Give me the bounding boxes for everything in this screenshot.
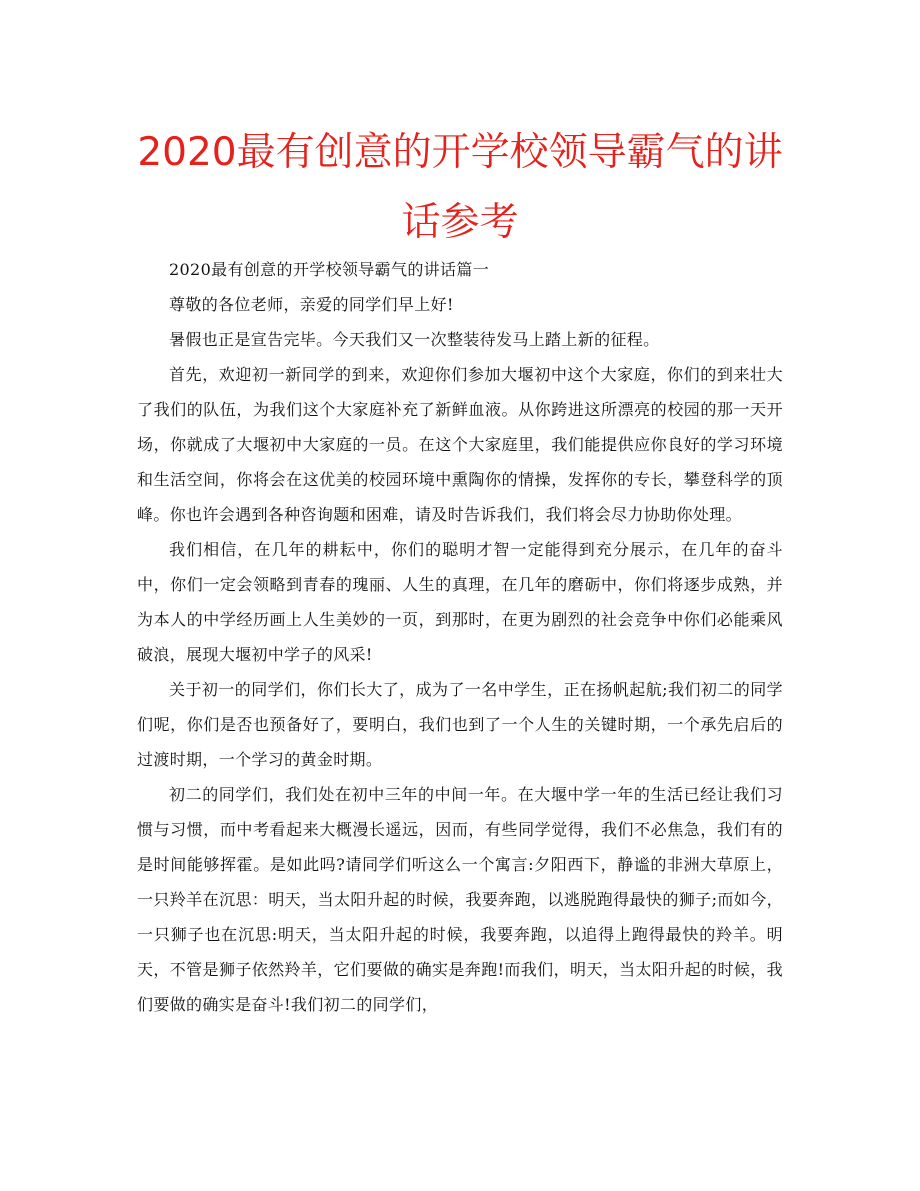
paragraph-grade-two: 初二的同学们，我们处在初中三年的中间一年。在大堰中学一年的生活已经让我们习惯与习惯，而中考看起来大概漫长遥远，因而，有些同学觉得，我们不必焦急，我们有的是时间能够挥霍。是如此吗?请同学们听这么一个寓言:夕阳西下，静谧的非洲大草原上，一只羚羊在沉思：明天，当太阳升起的时候，我要奔跑，以逃脱跑得最快的狮子;而如今，一只狮子也在沉思:明天，当太阳升起的时候，我要奔跑，以追得上跑得最快的羚羊。明天，不管是狮子依然羚羊，它们要做的确实是奔跑!而我们，明天，当太阳升起的时候，我们要做的确实是奋斗!我们初二的同学们，: [137, 785, 783, 1014]
paragraph-welcome: 首先，欢迎初一新同学的到来，欢迎你们参加大堰初中这个大家庭，你们的到来壮大了我们的队伍，为我们这个大家庭补充了新鲜血液。从你跨进这所漂亮的校园的那一天开场，你就成了大堰初中大家庭的一员。在这个大家庭里，我们能提供应你良好的学习环境和生活空间，你将会在这优美的校园环境中熏陶你的情操，发挥你的专长，攀登科学的顶峰。你也许会遇到各种咨询题和困难，请及时告诉我们，我们将会尽力协助你处理。: [137, 365, 783, 524]
paragraph-belief: 我们相信，在几年的耕耘中，你们的聪明才智一定能得到充分展示，在几年的奋斗中，你们一定会领略到青春的瑰丽、人生的真理，在几年的磨砺中，你们将逐步成熟，并为本人的中学经历画上人生美妙的一页，到那时，在更为剧烈的社会竞争中你们必能乘风破浪，展现大堰初中学子的风采!: [137, 540, 783, 664]
document-body: [137, 252, 783, 1022]
document-title: 2020最有创意的开学校领导霸气的讲话参考: [137, 130, 783, 245]
paragraph-opening: 暑假也正是宣告完毕。今天我们又一次整装待发马上踏上新的征程。: [169, 330, 660, 349]
paragraph-grade-one: 关于初一的同学们，你们长大了，成为了一名中学生，正在扬帆起航;我们初二的同学们呢，你们是否也预备好了，要明白，我们也到了一个人生的关键时期，一个承先启后的过渡时期，一个学习的黄金时期。: [137, 680, 783, 769]
paragraph-subtitle: 2020最有创意的开学校领导霸气的讲话篇一: [169, 260, 490, 279]
paragraph-greeting: 尊敬的各位老师，亲爱的同学们早上好!: [169, 295, 454, 314]
